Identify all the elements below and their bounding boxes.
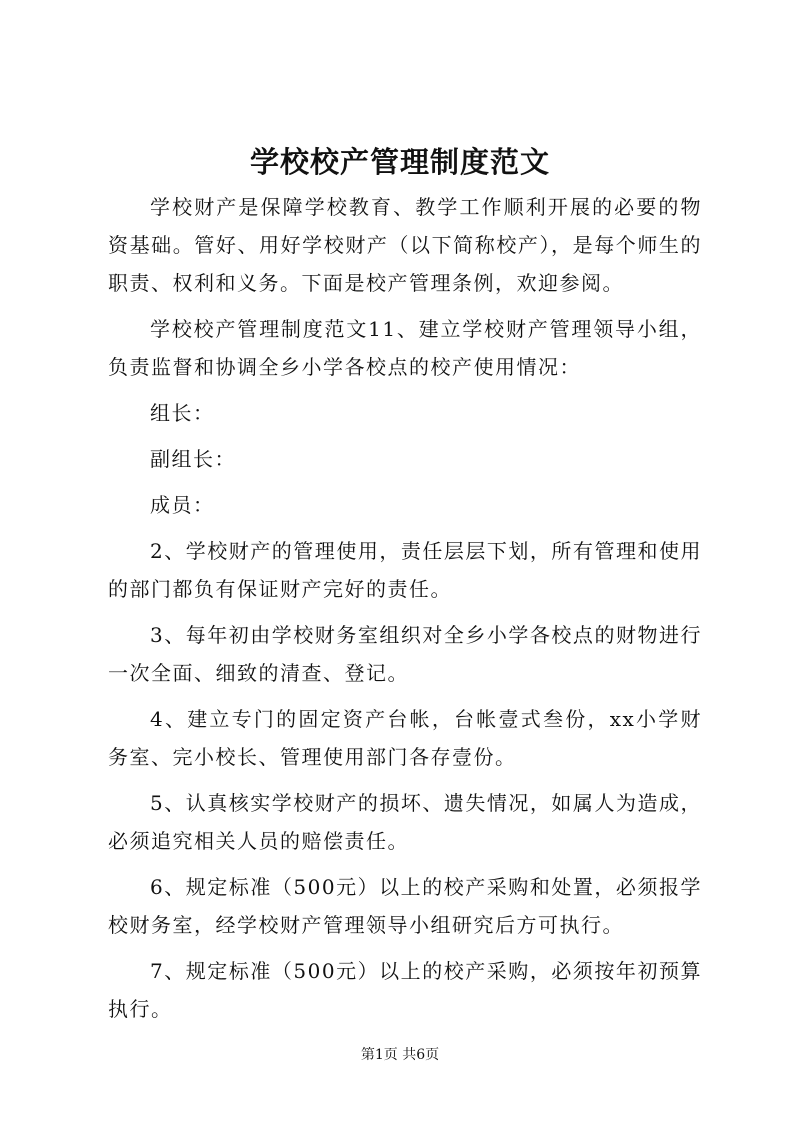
- paragraph-item-6: 6、规定标准（500元）以上的校产采购和处置，必须报学校财务室，经学校财产管理领导小组研究后方可执行。: [108, 875, 702, 937]
- paragraph-item-3: 3、每年初由学校财务室组织对全乡小学各校点的财物进行一次全面、细致的清查、登记。: [108, 623, 702, 685]
- paragraph-intro: 学校财产是保障学校教育、教学工作顺利开展的必要的物资基础。管好、用好学校财产（以下简称校产），是每个师生的职责、权利和义务。下面是校产管理条例，欢迎参阅。: [108, 195, 702, 295]
- paragraph-members: 成员：: [150, 493, 215, 517]
- page-number-footer: 第1页 共6页: [360, 1047, 440, 1063]
- paragraph-leader: 组长：: [150, 401, 215, 425]
- paragraph-item-5: 5、认真核实学校财产的损坏、遗失情况，如属人为造成，必须追究相关人员的赔偿责任。: [108, 791, 702, 853]
- document-title: 学校校产管理制度范文: [249, 145, 550, 179]
- document-body: [108, 188, 702, 1036]
- paragraph-item-2: 2、学校财产的管理使用，责任层层下划，所有管理和使用的部门都负有保证财产完好的责任。: [108, 539, 702, 601]
- paragraph-deputy-leader: 副组长：: [150, 447, 236, 471]
- paragraph-item-4: 4、建立专门的固定资产台帐，台帐壹式叁份，xx小学财务室、完小校长、管理使用部门各存壹份。: [108, 707, 702, 769]
- paragraph-item-1: 学校校产管理制度范文11、建立学校财产管理领导小组，负责监督和协调全乡小学各校点的校产使用情况：: [108, 317, 702, 379]
- paragraph-item-7: 7、规定标准（500元）以上的校产采购，必须按年初预算执行。: [108, 959, 702, 1021]
